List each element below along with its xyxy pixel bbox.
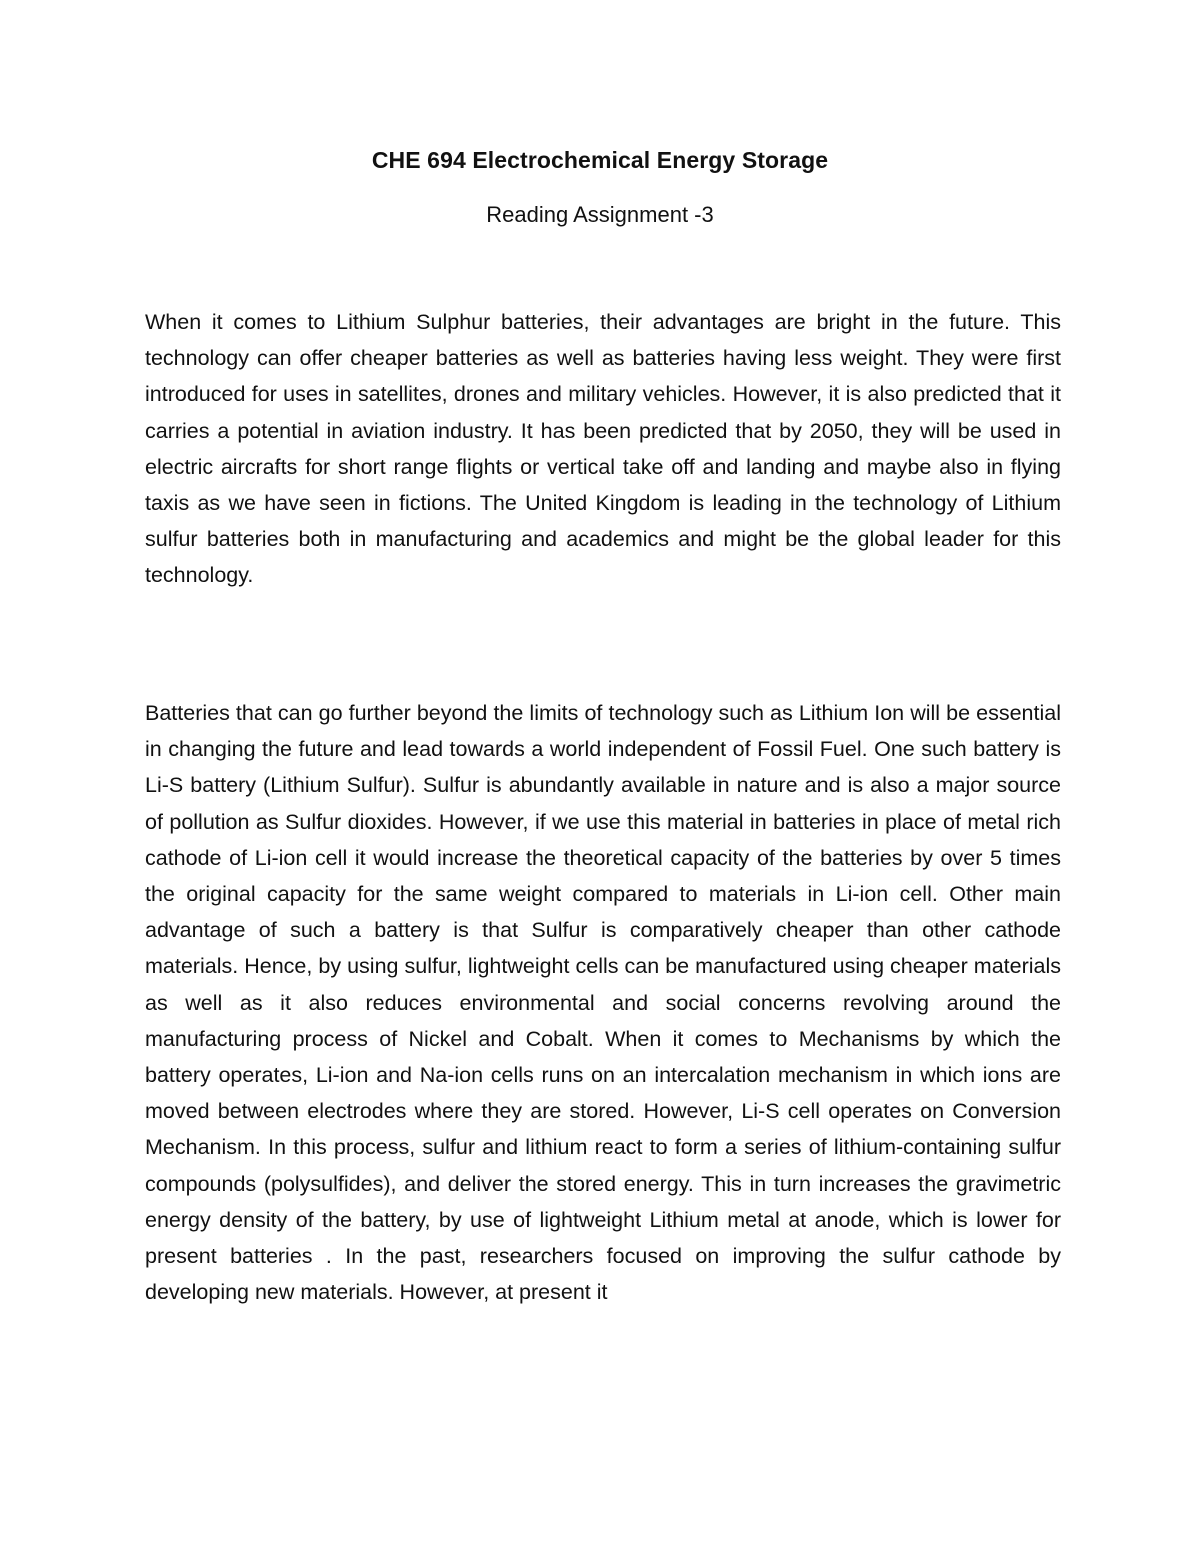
document-subtitle: Reading Assignment -3 <box>486 202 714 227</box>
body-paragraph-1: When it comes to Lithium Sulphur batteries, their advantages are bright in the future. This technology can offer cheaper batteries as well as batteries having less weight. They were first introduced for uses in satellites, drones and military vehicles. However, it is also predicted that it carries a potential in aviation industry. It has been predicted that by 2050, they will be used in electric aircrafts for short range flights or vertical take off and landing and maybe also in flying taxis as we have seen in fictions. The United Kingdom is leading in the technology of Lithium sulfur batteries both in manufacturing and academics and might be the global leader for this technology. <box>145 310 1061 588</box>
body-paragraph-2: Batteries that can go further beyond the limits of technology such as Lithium Ion will be essential in changing the future and lead towards a world independent of Fossil Fuel. One such battery is Li-S battery (Lithium Sulfur). Sulfur is abundantly available in nature and is also a major source of pollution as Sulfur dioxides. However, if we use this material in batteries in place of metal rich cathode of Li-ion cell it would increase the theoretical capacity of the batteries by over 5 times the original capacity for the same weight compared to materials in Li-ion cell. Other main advantage of such a battery is that Sulfur is comparatively cheaper than other cathode materials. Hence, by using sulfur, lightweight cells can be manufactured using cheaper materials as well as it also reduces environmental and social concerns revolving around the manufacturing process of Nickel and Cobalt. When it comes to Mechanisms by which the battery operates, Li-ion and Na-ion cells runs on an intercalation mechanism in which ions are moved between electrodes where they are stored. However, Li-S cell operates on Conversion Mechanism. In this process, sulfur and lithium react to form a series of lithium-containing sulfur compounds (polysulfides), and deliver the stored energy. This in turn increases the gravimetric energy density of the battery, by use of lightweight Lithium metal at anode, which is lower for present batteries . In the past, researchers focused on improving the sulfur cathode by developing new materials. However, at present it <box>145 701 1061 1305</box>
document-title: CHE 694 Electrochemical Energy Storage <box>371 147 829 173</box>
